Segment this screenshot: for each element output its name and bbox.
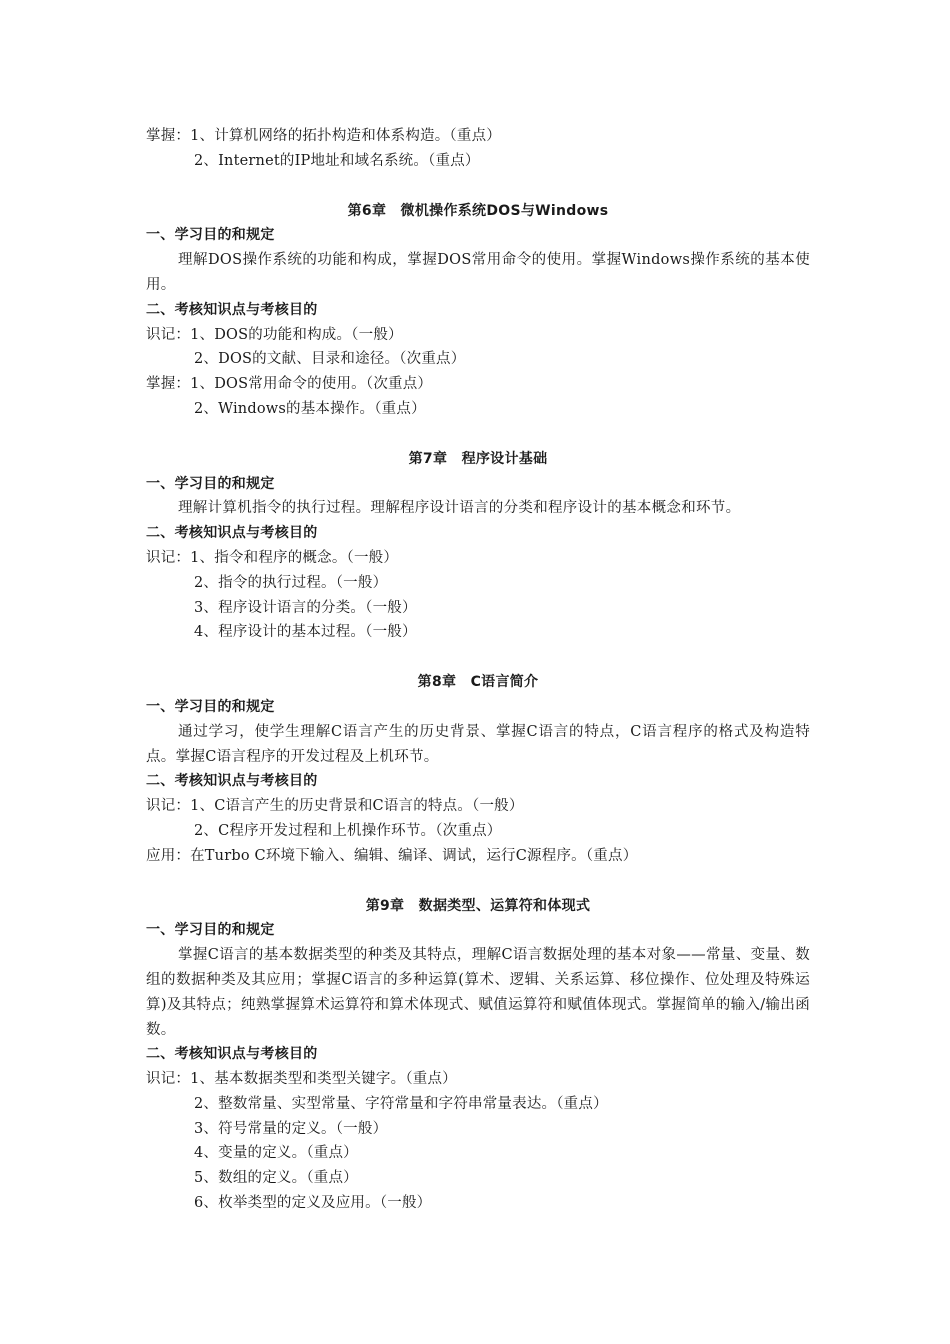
- chapter-8-title: 第8章 C语言简介: [417, 674, 539, 691]
- chapter-7-item: 识记：1、指令和程序的概念。（一般）: [146, 549, 399, 566]
- document-page: [146, 124, 810, 1216]
- intro-line-2: 2、Internet的IP地址和域名系统。（重点）: [194, 152, 480, 169]
- chapter-6-title: 第6章 微机操作系统DOS与Windows: [347, 202, 609, 219]
- chapter-9-title: 第9章 数据类型、运算符和体现式: [365, 897, 591, 914]
- chapter-8-item: 识记：1、C语言产生的历史背景和C语言的特点。（一般）: [146, 798, 524, 815]
- chapter-7-item: 3、程序设计语言的分类。（一般）: [194, 599, 417, 616]
- chapter-7-item: 2、指令的执行过程。（一般）: [194, 574, 388, 591]
- chapter-9-heading-goals: 一、学习目的和规定: [146, 922, 275, 939]
- chapter-6-heading-points: 二、考核知识点与考核目的: [146, 301, 318, 318]
- chapter-8-item: 2、C程序开发过程和上机操作环节。（次重点）: [194, 822, 502, 839]
- chapter-6-item: 2、DOS的文献、目录和途径。（次重点）: [194, 351, 466, 368]
- chapter-9-item: 5、数组的定义。（重点）: [194, 1170, 358, 1187]
- chapter-6-heading-goals: 一、学习目的和规定: [146, 227, 275, 244]
- chapter-7-heading-goals: 一、学习目的和规定: [146, 475, 275, 492]
- chapter-7-item: 4、程序设计的基本过程。（一般）: [194, 624, 417, 641]
- chapter-9-item: 4、变量的定义。（重点）: [194, 1145, 358, 1162]
- chapter-8-item: 应用：在Turbo C环境下输入、编辑、编译、调试，运行C源程序。（重点）: [146, 847, 638, 864]
- chapter-9-item: 3、符号常量的定义。（一般）: [194, 1120, 388, 1137]
- chapter-9-goals-paragraph: 掌握C语言的基本数据类型的种类及其特点，理解C语言数据处理的基本对象——常量、变量、数组的数据种类及其应用；掌握C语言的多种运算(算术、逻辑、关系运算、移位操作、位处理及特殊运算)及其特点；纯熟掌握算术运算符和算术体现式、赋值运算符和赋值体现式。掌握简单的输入/输出函数。: [146, 947, 810, 1038]
- chapter-8-heading-points: 二、考核知识点与考核目的: [146, 773, 318, 790]
- chapter-9-item: 2、整数常量、实型常量、字符常量和字符串常量表达。（重点）: [194, 1095, 608, 1112]
- chapter-6-item: 识记：1、DOS的功能和构成。（一般）: [146, 326, 403, 343]
- chapter-9-item: 识记：1、基本数据类型和类型关键字。（重点）: [146, 1071, 457, 1088]
- chapter-8-heading-goals: 一、学习目的和规定: [146, 698, 275, 715]
- chapter-7-heading-points: 二、考核知识点与考核目的: [146, 525, 318, 542]
- chapter-6-goals-paragraph: 理解DOS操作系统的功能和构成，掌握DOS常用命令的使用。掌握Windows操作系统的基本使用。: [146, 252, 810, 293]
- intro-line-1: 掌握：1、计算机网络的拓扑构造和体系构造。（重点）: [146, 128, 501, 144]
- chapter-7-goals-paragraph: 理解计算机指令的执行过程。理解程序设计语言的分类和程序设计的基本概念和环节。: [178, 500, 741, 517]
- chapter-9-heading-points: 二、考核知识点与考核目的: [146, 1046, 318, 1063]
- chapter-6-item: 2、Windows的基本操作。（重点）: [194, 400, 426, 417]
- chapter-7-title: 第7章 程序设计基础: [408, 450, 548, 467]
- chapter-9-item: 6、枚举类型的定义及应用。（一般）: [194, 1195, 432, 1212]
- chapter-6-item: 掌握：1、DOS常用命令的使用。（次重点）: [146, 376, 433, 393]
- chapter-8-goals-paragraph: 通过学习，使学生理解C语言产生的历史背景、掌握C语言的特点，C语言程序的格式及构造特点。掌握C语言程序的开发过程及上机环节。: [146, 723, 810, 765]
